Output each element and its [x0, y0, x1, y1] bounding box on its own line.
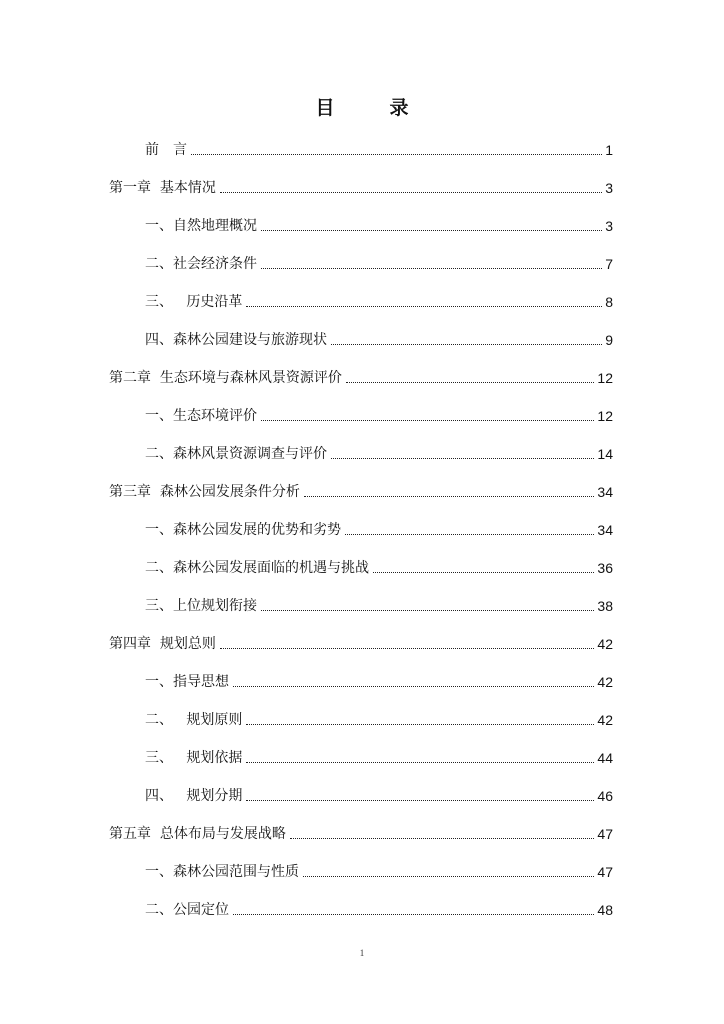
dot-leader — [346, 382, 595, 383]
dot-leader — [331, 458, 594, 459]
toc-entry-label: 四、 规划分期 — [145, 788, 243, 804]
dot-leader — [246, 724, 594, 725]
toc-entry[interactable] — [0, 550, 613, 578]
toc-entry-page: 12 — [597, 408, 613, 424]
dot-leader — [261, 268, 602, 269]
toc-entry-label: 一、森林公园范围与性质 — [145, 864, 299, 880]
toc-entry-page: 47 — [597, 826, 613, 842]
dot-leader — [246, 306, 602, 307]
toc-entry-label: 二、森林公园发展面临的机遇与挑战 — [145, 560, 369, 576]
toc-entry-label: 一、生态环境评价 — [145, 408, 257, 424]
toc-entry-page: 12 — [597, 370, 613, 386]
toc-entry-label: 一、指导思想 — [145, 674, 229, 690]
toc-entry-label: 三、上位规划衔接 — [145, 598, 257, 614]
dot-leader — [331, 344, 602, 345]
toc-entry-label: 一、森林公园发展的优势和劣势 — [145, 522, 341, 538]
toc-entry[interactable] — [0, 208, 613, 236]
toc-entry-page: 3 — [605, 218, 613, 234]
toc-entry[interactable] — [0, 702, 613, 730]
toc-entry-page: 38 — [597, 598, 613, 614]
toc-entry-label: 三、 规划依据 — [145, 750, 243, 766]
dot-leader — [220, 192, 602, 193]
dot-leader — [191, 154, 602, 155]
dot-leader — [261, 610, 594, 611]
toc-chapter[interactable] — [0, 626, 613, 654]
toc-entry[interactable] — [0, 436, 613, 464]
toc-entry[interactable] — [0, 398, 613, 426]
toc-entry-label: 第五章 总体布局与发展战略 — [109, 826, 286, 842]
footer-page-number: 1 — [359, 948, 365, 958]
dot-leader — [246, 762, 594, 763]
toc-entry-page: 3 — [605, 180, 613, 196]
toc-entry[interactable] — [0, 892, 613, 920]
toc-entry-label: 二、 规划原则 — [145, 712, 243, 728]
dot-leader — [290, 838, 595, 839]
toc-chapter[interactable] — [0, 360, 613, 388]
toc-entry-page: 9 — [605, 332, 613, 348]
toc-entry-page: 1 — [605, 142, 613, 158]
toc-entry-page: 14 — [597, 446, 613, 462]
toc-entry-label: 二、公园定位 — [145, 902, 229, 918]
toc-entry-page: 42 — [597, 636, 613, 652]
toc-entry-label: 第三章 森林公园发展条件分析 — [109, 484, 300, 500]
toc-entry-label: 二、森林风景资源调查与评价 — [145, 446, 327, 462]
toc-entry-page: 34 — [597, 484, 613, 500]
toc-entry-page: 8 — [605, 294, 613, 310]
toc-entry-label: 一、自然地理概况 — [145, 218, 257, 234]
toc-entry-page: 7 — [605, 256, 613, 272]
dot-leader — [345, 534, 594, 535]
toc-entry-label: 三、 历史沿革 — [145, 294, 243, 310]
toc-entry-page: 34 — [597, 522, 613, 538]
toc-entry[interactable] — [0, 740, 613, 768]
toc-entry[interactable] — [0, 588, 613, 616]
dot-leader — [233, 914, 594, 915]
dot-leader — [220, 648, 595, 649]
toc-entry-label: 二、社会经济条件 — [145, 256, 257, 272]
toc-entry-label: 四、森林公园建设与旅游现状 — [145, 332, 327, 348]
dot-leader — [303, 876, 594, 877]
toc-entry[interactable] — [0, 246, 613, 274]
toc-chapter[interactable] — [0, 816, 613, 844]
toc-entry-page: 47 — [597, 864, 613, 880]
toc-entry-page: 48 — [597, 902, 613, 918]
toc-entry[interactable] — [0, 132, 613, 160]
toc-entry-label: 前 言 — [145, 142, 187, 158]
toc-entry[interactable] — [0, 778, 613, 806]
dot-leader — [246, 800, 594, 801]
toc-chapter[interactable] — [0, 170, 613, 198]
dot-leader — [261, 420, 594, 421]
toc-entry-page: 36 — [597, 560, 613, 576]
toc-entry-page: 42 — [597, 674, 613, 690]
toc-entry[interactable] — [0, 854, 613, 882]
toc-entry-label: 第二章 生态环境与森林风景资源评价 — [109, 370, 342, 386]
page-title: 目 录 — [315, 97, 427, 119]
toc-entry-page: 44 — [597, 750, 613, 766]
toc-entry[interactable] — [0, 322, 613, 350]
dot-leader — [373, 572, 594, 573]
toc-entry[interactable] — [0, 664, 613, 692]
toc-entry-label: 第一章 基本情况 — [109, 180, 216, 196]
toc-entry-label: 第四章 规划总则 — [109, 636, 216, 652]
toc-entry-page: 42 — [597, 712, 613, 728]
toc-chapter[interactable] — [0, 474, 613, 502]
toc-entry[interactable] — [0, 512, 613, 540]
dot-leader — [304, 496, 595, 497]
toc-entry-page: 46 — [597, 788, 613, 804]
dot-leader — [233, 686, 594, 687]
toc-entry[interactable] — [0, 284, 613, 312]
dot-leader — [261, 230, 602, 231]
